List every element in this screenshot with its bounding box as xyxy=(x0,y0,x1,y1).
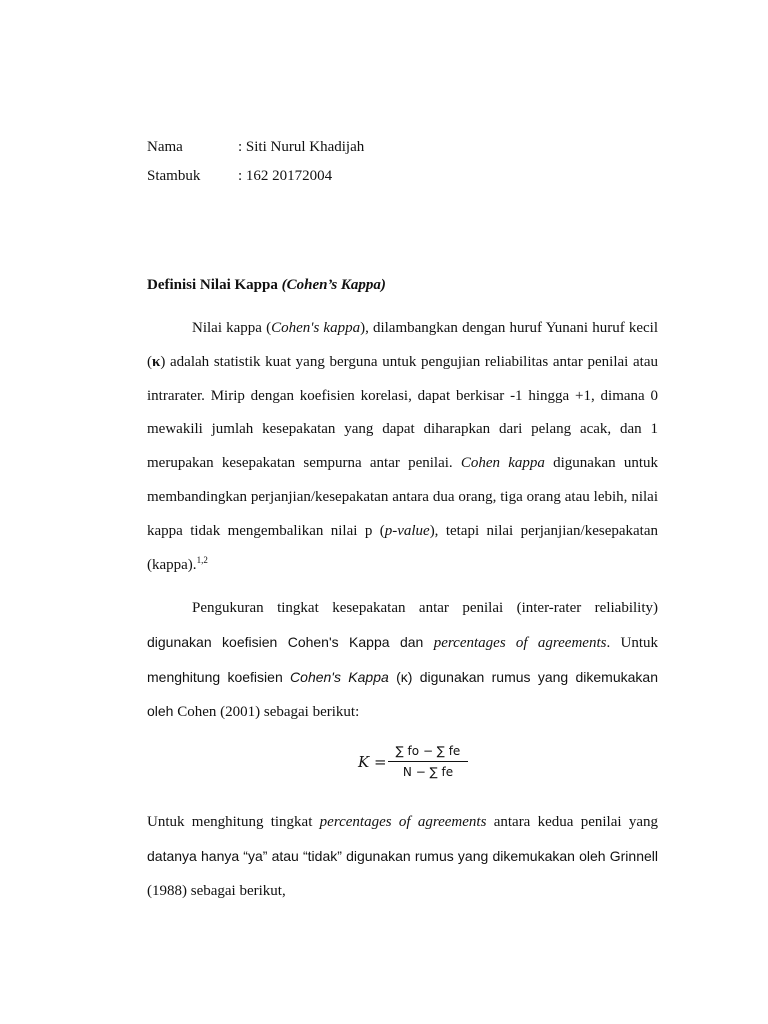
formula-denominator: N − ∑ fe xyxy=(402,765,454,779)
text-run: (1988) sebagai berikut, xyxy=(147,882,286,899)
italic-term: percentages of agreements xyxy=(319,814,487,830)
italic-term: p-value xyxy=(384,522,430,539)
italic-term: Cohen kappa xyxy=(460,455,545,472)
text-run: Untuk menghitung tingkat xyxy=(147,814,320,830)
italic-term: percentages of agreements xyxy=(433,634,607,651)
text-run: menghitung koefisien xyxy=(147,668,291,685)
paragraph-percentage-agreement xyxy=(147,806,658,908)
heading-italic-text: (Cohen’s Kappa) xyxy=(281,277,386,293)
italic-term: Cohen's kappa xyxy=(271,320,361,336)
italic-term: Cohen's Kappa xyxy=(290,668,389,685)
text-run: ), dilambangkan dengan huruf Yunani huruf kecil ( xyxy=(147,320,658,370)
student-id-value: : 162 20172004 xyxy=(238,168,333,184)
student-id-row xyxy=(147,167,332,185)
name-value: : Siti Nurul Khadijah xyxy=(238,139,365,155)
text-run: (κ) digunakan rumus yang dikemukakan oleh xyxy=(147,668,658,720)
section-heading xyxy=(147,277,386,294)
text-run: Nilai kappa ( xyxy=(192,320,272,336)
kappa-symbol: κ xyxy=(152,353,161,370)
citation-superscript: 1,2 xyxy=(196,554,208,565)
text-run: datanya hanya “ya” atau “tidak” digunakan rumus yang dikemukakan oleh Grinnell xyxy=(147,847,658,864)
text-run: ), tetapi nilai perjanjian/kesepakatan (kappa). xyxy=(147,522,659,573)
paragraph-kappa-definition xyxy=(147,312,658,582)
name-row xyxy=(147,138,364,156)
student-id-label: Stambuk xyxy=(147,168,201,184)
text-run: antara kedua penilai yang xyxy=(486,814,658,830)
text-run: . Untuk xyxy=(606,634,658,651)
text-run: Cohen (2001) sebagai berikut: xyxy=(173,704,360,721)
text-run: Pengukuran tingkat kesepakatan antar penilai (inter-rater reliability) xyxy=(192,600,658,616)
formula-fraction xyxy=(388,743,468,780)
text-run: digunakan koefisien Cohen's Kappa dan xyxy=(147,633,434,650)
name-label: Nama xyxy=(147,139,183,155)
paragraph-measurement xyxy=(147,592,658,730)
heading-text: Definisi Nilai Kappa xyxy=(147,277,282,293)
formula-lhs: K = xyxy=(358,753,387,771)
text-run: digunakan untuk membandingkan perjanjian/kesepakatan antara dua orang, tiga orang atau lebih, nilai kappa tidak mengembalikan nilai p ( xyxy=(147,455,659,539)
fraction-bar xyxy=(388,761,468,762)
formula-numerator: ∑ fo − ∑ fe xyxy=(395,744,461,758)
text-run: ) adalah statistik kuat yang berguna untuk pengujian reliabilitas antar penilai atau intrarater. Mirip dengan koefisien korelasi, dapat berkisar -1 hingga +1, dimana 0 mewakili jumlah kesepakatan yang dapat diharapkan dari pelang acak, dan 1 merupakan kesepakatan sempurna antar penilai. xyxy=(147,353,658,472)
